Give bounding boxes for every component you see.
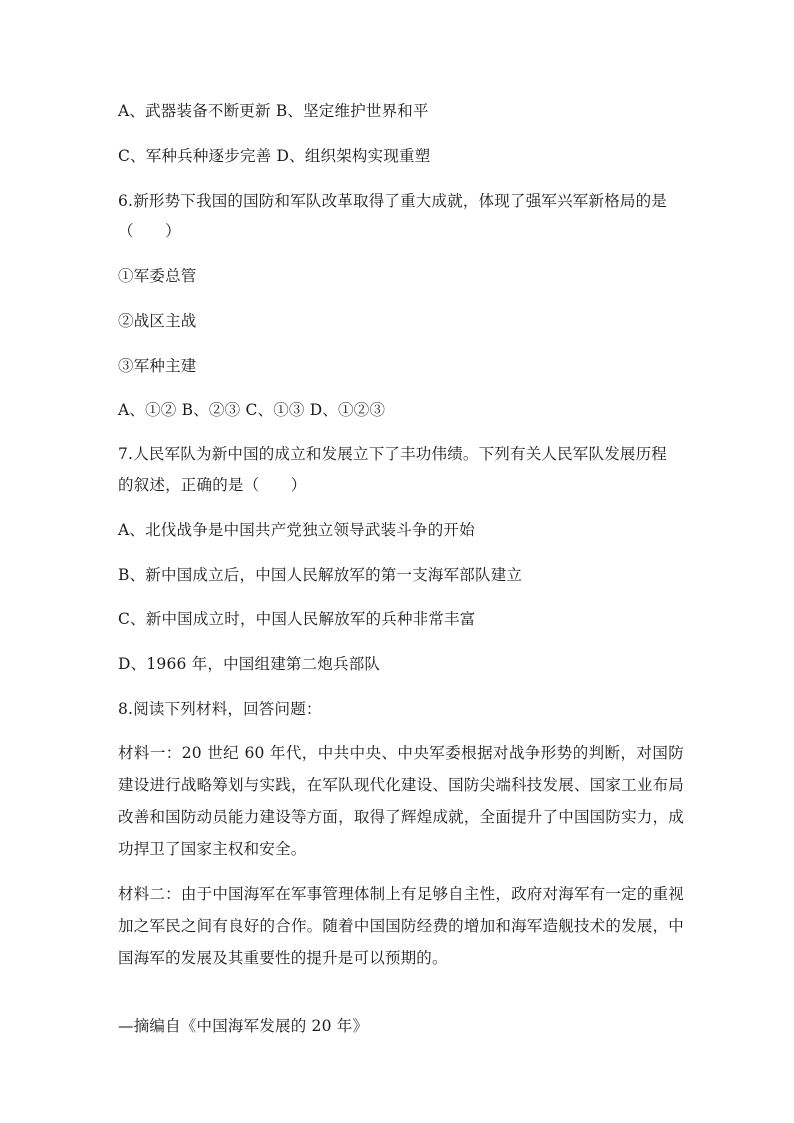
q7-option-b: B、新中国成立后，中国人民解放军的第一支海军部队建立 (118, 566, 523, 584)
q8-stem: 8.阅读下列材料，回答问题： (118, 700, 322, 718)
q8-material-2: 材料二：由于中国海军在军事管理体制上有足够自主性，政府对海军有一定的重视加之军民之间有良好的合作。随着中国国防经费的增加和海军造舰技术的发展，中国海军的发展及其重要性的提升是可以预期的。 (118, 885, 684, 967)
q7-stem-line2: 的叙述，正确的是（ ） (118, 476, 307, 494)
q7-option-a: A、北伐战争是中国共产党独立领导武装斗争的开始 (118, 521, 475, 539)
q8-material-1: 材料一：20 世纪 60 年代，中共中央、中央军委根据对战争形势的判断，对国防建设进行战略筹划与实践，在军队现代化建设、国防尖端科技发展、国家工业布局改善和国防动员能力建设等方面，取得了辉煌成就，全面提升了中国国防实力，成功捍卫了国家主权和安全。 (118, 744, 684, 858)
q7-option-c: C、新中国成立时，中国人民解放军的兵种非常丰富 (118, 610, 476, 628)
q6-item-3: ③军种主建 (118, 357, 197, 375)
q6-stem-line1: 6.新形势下我国的国防和军队改革取得了重大成就，体现了强军兴军新格局的是 (118, 192, 667, 210)
q6-stem-line2: （ ） (118, 222, 181, 240)
q8-source: —摘编自《中国海军发展的 20 年》 (118, 1017, 369, 1035)
q5-option-ab: A、武器装备不断更新 B、坚定维护世界和平 (118, 102, 429, 120)
q6-item-2: ②战区主战 (118, 312, 197, 330)
q6-item-1: ①军委总管 (118, 267, 197, 285)
q7-stem-line1: 7.人民军队为新中国的成立和发展立下了丰功伟绩。下列有关人民军队发展历程 (118, 445, 667, 463)
q7-option-d: D、1966 年，中国组建第二炮兵部队 (118, 655, 381, 673)
q6-options: A、①② B、②③ C、①③ D、①②③ (118, 401, 386, 419)
q5-option-cd: C、军种兵种逐步完善 D、组织架构实现重塑 (118, 147, 431, 165)
